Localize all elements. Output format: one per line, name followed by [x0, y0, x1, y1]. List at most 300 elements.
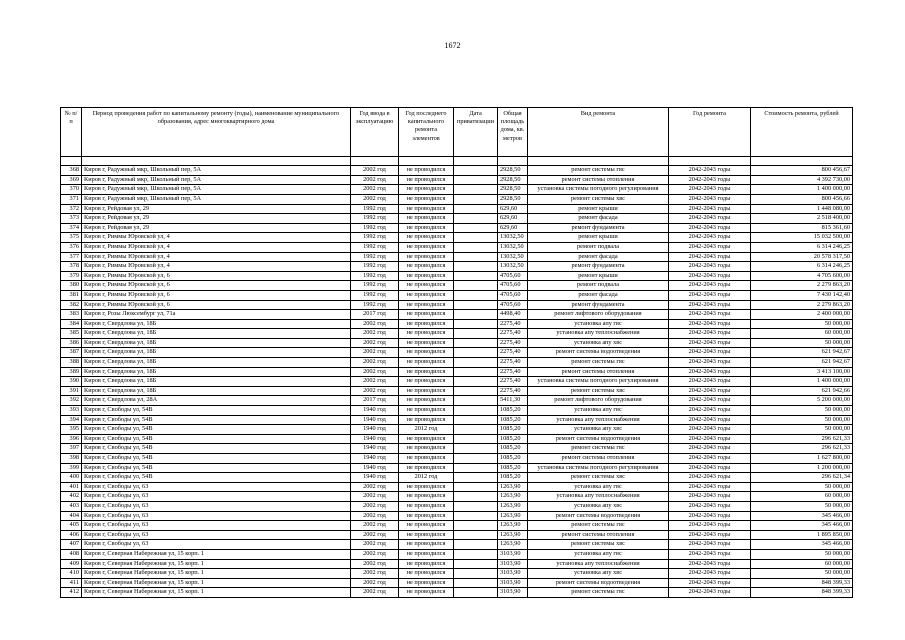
table-row — [61, 425, 853, 435]
row-last-repair: не проводился — [399, 204, 454, 214]
row-address: Киров г, Свободы ул, 63 — [82, 511, 351, 521]
row-year-commissioned: 2002 год — [351, 166, 399, 176]
row-last-repair: не проводился — [399, 549, 454, 559]
row-address: Киров г, Северная Набережная ул, 15 корп. 1 — [82, 549, 351, 559]
row-privatization — [454, 319, 498, 329]
row-last-repair: не проводился — [399, 482, 454, 492]
row-year-commissioned: 1940 год — [351, 454, 399, 464]
row-year-commissioned: 2002 год — [351, 386, 399, 396]
row-number: 372 — [61, 204, 82, 214]
row-repair-period: 2042-2043 годы — [669, 329, 751, 339]
row-number: 412 — [61, 588, 82, 598]
row-year-commissioned: 2002 год — [351, 185, 399, 195]
table-row — [61, 482, 853, 492]
row-area: 4705,60 — [498, 290, 528, 300]
row-area: 1263,90 — [498, 501, 528, 511]
row-address: Киров г, Свердлова ул, 18Б — [82, 358, 351, 368]
header-year-commissioned: Год ввода в эксплуатацию — [351, 108, 399, 157]
row-last-repair: не проводился — [399, 521, 454, 531]
table-row — [61, 540, 853, 550]
row-repair-period: 2042-2043 годы — [669, 204, 751, 214]
row-last-repair: не проводился — [399, 166, 454, 176]
row-area: 4705,60 — [498, 281, 528, 291]
row-cost: 6 314 246,25 — [751, 242, 853, 252]
table-row — [61, 358, 853, 368]
table-row — [61, 338, 853, 348]
row-privatization — [454, 396, 498, 406]
row-repair-period: 2042-2043 годы — [669, 166, 751, 176]
row-address: Киров г, Свободы ул, 54В — [82, 454, 351, 464]
row-repair-type: ремонт системы водоотведения — [528, 348, 669, 358]
row-address: Киров г, Рейдовая ул, 29 — [82, 214, 351, 224]
row-last-repair: не проводился — [399, 511, 454, 521]
row-repair-period: 2042-2043 годы — [669, 367, 751, 377]
row-privatization — [454, 310, 498, 320]
row-last-repair: не проводился — [399, 194, 454, 204]
row-last-repair: не проводился — [399, 348, 454, 358]
row-year-commissioned: 1992 год — [351, 214, 399, 224]
row-repair-period: 2042-2043 годы — [669, 559, 751, 569]
row-number: 410 — [61, 569, 82, 579]
row-area: 629,60 — [498, 204, 528, 214]
row-number: 376 — [61, 242, 82, 252]
row-year-commissioned: 2002 год — [351, 569, 399, 579]
row-address: Киров г, Свердлова ул, 28А — [82, 396, 351, 406]
row-year-commissioned: 2002 год — [351, 578, 399, 588]
row-number: 387 — [61, 348, 82, 358]
table-row — [61, 310, 853, 320]
row-year-commissioned: 2002 год — [351, 588, 399, 598]
row-area: 2928,50 — [498, 185, 528, 195]
header-privatization: Дата приватизации — [454, 108, 498, 157]
row-number: 394 — [61, 415, 82, 425]
row-address: Киров г, Радужный мкр, Школьный пер, 5А — [82, 166, 351, 176]
row-address: Киров г, Радужный мкр, Школьный пер, 5А — [82, 175, 351, 185]
row-privatization — [454, 559, 498, 569]
row-address: Киров г, Рейдовая ул, 29 — [82, 223, 351, 233]
row-year-commissioned: 2002 год — [351, 530, 399, 540]
row-year-commissioned: 2002 год — [351, 492, 399, 502]
row-repair-period: 2042-2043 годы — [669, 425, 751, 435]
row-number: 380 — [61, 281, 82, 291]
table-row — [61, 501, 853, 511]
row-number: 374 — [61, 223, 82, 233]
header-last-repair: Год последнего капитального ремонта элементов — [399, 108, 454, 157]
row-year-commissioned: 1992 год — [351, 233, 399, 243]
row-privatization — [454, 540, 498, 550]
row-privatization — [454, 386, 498, 396]
table-row — [61, 271, 853, 281]
row-area: 1085,20 — [498, 454, 528, 464]
row-cost: 60 000,00 — [751, 559, 853, 569]
row-cost: 50 000,00 — [751, 569, 853, 579]
row-number: 399 — [61, 463, 82, 473]
row-privatization — [454, 214, 498, 224]
row-address: Киров г, Риммы Юровской ул, 4 — [82, 233, 351, 243]
row-repair-period: 2042-2043 годы — [669, 386, 751, 396]
row-year-commissioned: 1992 год — [351, 290, 399, 300]
row-repair-type: ремонт крыши — [528, 204, 669, 214]
table-row — [61, 252, 853, 262]
row-repair-period: 2042-2043 годы — [669, 281, 751, 291]
table-row — [61, 281, 853, 291]
row-year-commissioned: 2002 год — [351, 319, 399, 329]
row-repair-period: 2042-2043 годы — [669, 482, 751, 492]
row-repair-period: 2042-2043 годы — [669, 454, 751, 464]
row-repair-period: 2042-2043 годы — [669, 521, 751, 531]
row-repair-type: ремонт фундамента — [528, 223, 669, 233]
row-repair-type: установка апу гвс — [528, 319, 669, 329]
row-number: 397 — [61, 444, 82, 454]
row-year-commissioned: 1940 год — [351, 463, 399, 473]
row-cost: 60 000,00 — [751, 492, 853, 502]
row-number: 404 — [61, 511, 82, 521]
row-address: Киров г, Риммы Юровской ул, 4 — [82, 262, 351, 272]
row-cost: 621 942,67 — [751, 348, 853, 358]
row-area: 1263,90 — [498, 492, 528, 502]
row-area: 3103,90 — [498, 569, 528, 579]
row-privatization — [454, 194, 498, 204]
row-address: Киров г, Северная Набережная ул, 15 корп. 1 — [82, 588, 351, 598]
row-repair-period: 2042-2043 годы — [669, 233, 751, 243]
row-repair-period: 2042-2043 годы — [669, 262, 751, 272]
row-repair-period: 2042-2043 годы — [669, 501, 751, 511]
row-cost: 1 895 850,00 — [751, 530, 853, 540]
row-address: Киров г, Северная Набережная ул, 15 корп. 1 — [82, 569, 351, 579]
table-row — [61, 377, 853, 387]
row-address: Киров г, Свободы ул, 54В — [82, 463, 351, 473]
row-cost: 2 279 863,20 — [751, 281, 853, 291]
row-repair-type: ремонт системы хвс — [528, 386, 669, 396]
row-year-commissioned: 1940 год — [351, 473, 399, 483]
row-cost: 621 942,66 — [751, 386, 853, 396]
row-privatization — [454, 166, 498, 176]
row-repair-period: 2042-2043 годы — [669, 175, 751, 185]
row-last-repair: не проводился — [399, 501, 454, 511]
row-cost: 50 000,00 — [751, 406, 853, 416]
row-last-repair: не проводился — [399, 319, 454, 329]
row-last-repair: не проводился — [399, 233, 454, 243]
row-privatization — [454, 569, 498, 579]
row-year-commissioned: 2017 год — [351, 396, 399, 406]
row-cost: 50 000,00 — [751, 338, 853, 348]
row-last-repair: не проводился — [399, 214, 454, 224]
row-last-repair: не проводился — [399, 175, 454, 185]
table-row — [61, 300, 853, 310]
row-area: 3103,90 — [498, 549, 528, 559]
row-repair-type: ремонт системы хвс — [528, 194, 669, 204]
row-privatization — [454, 300, 498, 310]
row-number: 407 — [61, 540, 82, 550]
row-area: 1085,20 — [498, 444, 528, 454]
row-repair-period: 2042-2043 годы — [669, 569, 751, 579]
row-cost: 345 466,00 — [751, 540, 853, 550]
row-privatization — [454, 473, 498, 483]
row-last-repair: не проводился — [399, 454, 454, 464]
row-area: 2275,40 — [498, 358, 528, 368]
row-year-commissioned: 2002 год — [351, 521, 399, 531]
table-row — [61, 559, 853, 569]
row-number: 371 — [61, 194, 82, 204]
row-number: 409 — [61, 559, 82, 569]
table-row — [61, 492, 853, 502]
row-year-commissioned: 2002 год — [351, 482, 399, 492]
row-last-repair: не проводился — [399, 338, 454, 348]
header-repair-type: Вид ремонта — [528, 108, 669, 157]
table-row — [61, 214, 853, 224]
row-address: Киров г, Северная Набережная ул, 15 корп. 1 — [82, 578, 351, 588]
row-repair-period: 2042-2043 годы — [669, 252, 751, 262]
row-privatization — [454, 549, 498, 559]
row-area: 629,60 — [498, 223, 528, 233]
row-last-repair: не проводился — [399, 444, 454, 454]
row-year-commissioned: 1992 год — [351, 262, 399, 272]
row-year-commissioned: 2002 год — [351, 348, 399, 358]
row-last-repair: не проводился — [399, 463, 454, 473]
row-repair-type: ремонт системы гвс — [528, 444, 669, 454]
row-repair-period: 2042-2043 годы — [669, 473, 751, 483]
row-year-commissioned: 1992 год — [351, 252, 399, 262]
row-privatization — [454, 185, 498, 195]
row-privatization — [454, 233, 498, 243]
row-repair-period: 2042-2043 годы — [669, 214, 751, 224]
row-privatization — [454, 204, 498, 214]
row-repair-type: ремонт лифтового оборудования — [528, 310, 669, 320]
row-repair-type: установка апу гвс — [528, 549, 669, 559]
row-privatization — [454, 348, 498, 358]
row-repair-type: ремонт системы хвс — [528, 540, 669, 550]
row-number: 393 — [61, 406, 82, 416]
row-privatization — [454, 588, 498, 598]
row-area: 3103,90 — [498, 559, 528, 569]
row-cost: 4 705 600,00 — [751, 271, 853, 281]
row-area: 4705,60 — [498, 271, 528, 281]
header-cost: Стоимость ремонта, рублей — [751, 108, 853, 157]
row-cost: 800 456,66 — [751, 194, 853, 204]
row-repair-type: ремонт подвала — [528, 242, 669, 252]
row-number: 391 — [61, 386, 82, 396]
row-privatization — [454, 444, 498, 454]
row-cost: 50 000,00 — [751, 319, 853, 329]
row-address: Киров г, Риммы Юровской ул, 6 — [82, 290, 351, 300]
row-last-repair: не проводился — [399, 310, 454, 320]
row-year-commissioned: 2017 год — [351, 310, 399, 320]
table-row — [61, 329, 853, 339]
table-row — [61, 233, 853, 243]
row-last-repair: не проводился — [399, 377, 454, 387]
row-area: 2275,40 — [498, 348, 528, 358]
table-header — [61, 108, 853, 157]
row-repair-period: 2042-2043 годы — [669, 290, 751, 300]
row-address: Киров г, Свердлова ул, 18Б — [82, 329, 351, 339]
row-area: 13032,50 — [498, 233, 528, 243]
row-number: 398 — [61, 454, 82, 464]
row-number: 375 — [61, 233, 82, 243]
row-last-repair: не проводился — [399, 540, 454, 550]
row-last-repair: не проводился — [399, 406, 454, 416]
row-number: 379 — [61, 271, 82, 281]
row-privatization — [454, 290, 498, 300]
row-area: 2275,40 — [498, 319, 528, 329]
row-area: 2275,40 — [498, 377, 528, 387]
row-repair-type: ремонт фундамента — [528, 300, 669, 310]
row-repair-type: ремонт фасада — [528, 252, 669, 262]
row-repair-type: ремонт системы отопления — [528, 175, 669, 185]
row-repair-type: ремонт системы хвс — [528, 473, 669, 483]
table-row — [61, 415, 853, 425]
row-area: 2275,40 — [498, 386, 528, 396]
row-cost: 2 400 000,00 — [751, 310, 853, 320]
table-row — [61, 223, 853, 233]
row-area: 1085,20 — [498, 425, 528, 435]
table-row — [61, 185, 853, 195]
row-address: Киров г, Свободы ул, 63 — [82, 540, 351, 550]
row-number: 384 — [61, 319, 82, 329]
row-privatization — [454, 482, 498, 492]
row-number: 390 — [61, 377, 82, 387]
table-row — [61, 549, 853, 559]
row-repair-period: 2042-2043 годы — [669, 185, 751, 195]
row-area: 3103,90 — [498, 588, 528, 598]
row-repair-period: 2042-2043 годы — [669, 194, 751, 204]
row-address: Киров г, Риммы Юровской ул, 4 — [82, 242, 351, 252]
row-cost: 15 032 500,00 — [751, 233, 853, 243]
row-cost: 50 000,00 — [751, 549, 853, 559]
row-repair-period: 2042-2043 годы — [669, 319, 751, 329]
row-year-commissioned: 1992 год — [351, 242, 399, 252]
row-number: 373 — [61, 214, 82, 224]
row-repair-period: 2042-2043 годы — [669, 492, 751, 502]
row-number: 370 — [61, 185, 82, 195]
row-address: Киров г, Свободы ул, 63 — [82, 530, 351, 540]
row-last-repair: не проводился — [399, 290, 454, 300]
row-repair-type: установка апу гвс — [528, 482, 669, 492]
row-repair-period: 2042-2043 годы — [669, 310, 751, 320]
row-privatization — [454, 501, 498, 511]
row-area: 4705,60 — [498, 300, 528, 310]
row-area: 13032,50 — [498, 252, 528, 262]
row-number: 368 — [61, 166, 82, 176]
table-row — [61, 530, 853, 540]
row-cost: 50 000,00 — [751, 501, 853, 511]
row-area: 3103,90 — [498, 578, 528, 588]
row-privatization — [454, 511, 498, 521]
row-cost: 4 392 730,00 — [751, 175, 853, 185]
row-address: Киров г, Свердлова ул, 18Б — [82, 319, 351, 329]
row-cost: 815 361,60 — [751, 223, 853, 233]
row-last-repair: не проводился — [399, 281, 454, 291]
row-repair-type: установка апу теплоснабжения — [528, 492, 669, 502]
row-area: 2928,50 — [498, 194, 528, 204]
row-address: Киров г, Радужный мкр, Школьный пер, 5А — [82, 185, 351, 195]
table-body — [61, 157, 853, 598]
row-last-repair: не проводился — [399, 300, 454, 310]
row-address: Киров г, Рейдовая ул, 29 — [82, 204, 351, 214]
row-cost: 3 413 100,00 — [751, 367, 853, 377]
row-number: 405 — [61, 521, 82, 531]
row-area: 1085,20 — [498, 473, 528, 483]
row-cost: 7 430 142,40 — [751, 290, 853, 300]
row-repair-type: ремонт фасада — [528, 214, 669, 224]
row-area: 13032,50 — [498, 262, 528, 272]
row-cost: 50 000,00 — [751, 425, 853, 435]
row-repair-period: 2042-2043 годы — [669, 578, 751, 588]
row-repair-type: установка апу хвс — [528, 569, 669, 579]
row-repair-period: 2042-2043 годы — [669, 338, 751, 348]
row-number: 378 — [61, 262, 82, 272]
row-area: 1263,90 — [498, 482, 528, 492]
row-address: Киров г, Свободы ул, 54В — [82, 473, 351, 483]
row-address: Киров г, Северная Набережная ул, 15 корп. 1 — [82, 559, 351, 569]
row-last-repair: не проводился — [399, 223, 454, 233]
row-address: Киров г, Риммы Юровской ул, 4 — [82, 252, 351, 262]
row-last-repair: не проводился — [399, 588, 454, 598]
row-last-repair: 2012 год — [399, 425, 454, 435]
row-cost: 6 314 246,25 — [751, 262, 853, 272]
row-number: 403 — [61, 501, 82, 511]
row-area: 1085,20 — [498, 415, 528, 425]
row-cost: 296 621,34 — [751, 473, 853, 483]
row-year-commissioned: 1940 год — [351, 415, 399, 425]
row-number: 382 — [61, 300, 82, 310]
row-privatization — [454, 492, 498, 502]
row-privatization — [454, 175, 498, 185]
row-year-commissioned: 1940 год — [351, 444, 399, 454]
row-cost: 345 466,00 — [751, 511, 853, 521]
row-privatization — [454, 415, 498, 425]
row-area: 5411,30 — [498, 396, 528, 406]
row-last-repair: не проводился — [399, 271, 454, 281]
row-cost: 1 627 800,00 — [751, 454, 853, 464]
row-number: 385 — [61, 329, 82, 339]
row-year-commissioned: 1992 год — [351, 223, 399, 233]
row-privatization — [454, 425, 498, 435]
table-row — [61, 386, 853, 396]
row-address: Киров г, Радужный мкр, Школьный пер, 5А — [82, 194, 351, 204]
row-area: 2928,50 — [498, 166, 528, 176]
row-area: 2275,40 — [498, 338, 528, 348]
row-year-commissioned: 1940 год — [351, 434, 399, 444]
row-cost: 621 942,67 — [751, 358, 853, 368]
row-repair-period: 2042-2043 годы — [669, 300, 751, 310]
row-address: Киров г, Свердлова ул, 18Б — [82, 338, 351, 348]
row-number: 406 — [61, 530, 82, 540]
row-area: 4498,40 — [498, 310, 528, 320]
row-year-commissioned: 2002 год — [351, 338, 399, 348]
row-repair-type: ремонт системы водоотведения — [528, 511, 669, 521]
row-cost: 60 000,00 — [751, 329, 853, 339]
row-address: Киров г, Свердлова ул, 18Б — [82, 386, 351, 396]
row-repair-period: 2042-2043 годы — [669, 242, 751, 252]
row-repair-period: 2042-2043 годы — [669, 530, 751, 540]
row-repair-type: ремонт крыши — [528, 271, 669, 281]
row-repair-period: 2042-2043 годы — [669, 463, 751, 473]
row-year-commissioned: 2002 год — [351, 358, 399, 368]
row-last-repair: не проводился — [399, 434, 454, 444]
row-area: 2275,40 — [498, 329, 528, 339]
row-privatization — [454, 377, 498, 387]
row-number: 381 — [61, 290, 82, 300]
row-repair-type: ремонт фундамента — [528, 262, 669, 272]
row-cost: 1 448 080,00 — [751, 204, 853, 214]
row-address: Киров г, Свободы ул, 54В — [82, 425, 351, 435]
row-repair-type: ремонт подвала — [528, 281, 669, 291]
row-year-commissioned: 2002 год — [351, 559, 399, 569]
row-year-commissioned: 2002 год — [351, 175, 399, 185]
row-last-repair: не проводился — [399, 252, 454, 262]
row-repair-period: 2042-2043 годы — [669, 271, 751, 281]
row-number: 396 — [61, 434, 82, 444]
